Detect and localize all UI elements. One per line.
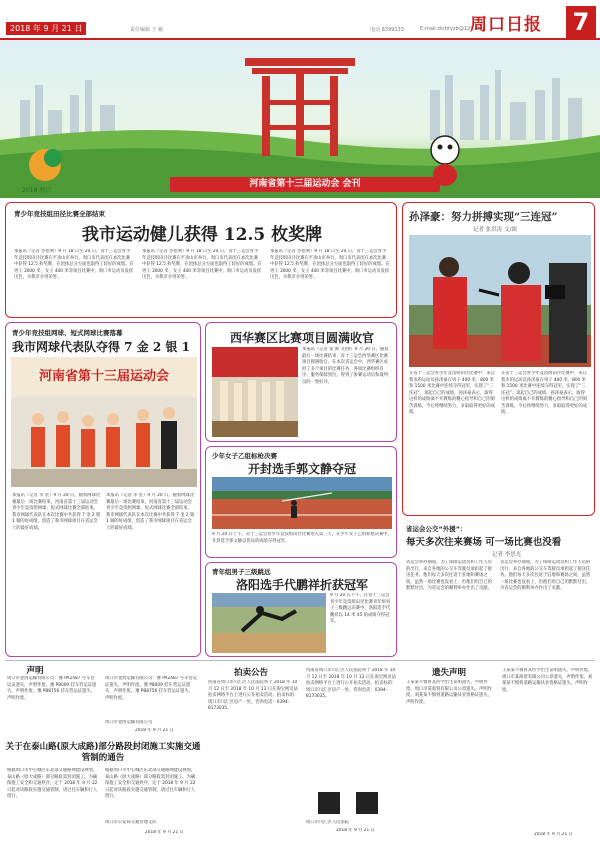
notice-signer: 周口市金湾运输有限公司 <box>105 720 153 725</box>
newspaper-logo: 周口日报 <box>470 15 542 35</box>
tennis-team-photo <box>11 357 197 487</box>
article-sunzehao <box>402 202 595 516</box>
article-medals <box>5 202 397 318</box>
editor-info: 责任编辑 王 颖 <box>130 27 164 33</box>
article-byline: 记者 张洪涛 文/图 <box>473 227 517 233</box>
notice-date: 2018 年 9 月 21 日 <box>145 830 184 835</box>
notice-body-col2: 周口市金湾运输有限公司：豫 PA2487 号车营运证遗失，声明作废。豫 P8009 挂车营运证遗失，声明作废。豫 PB8756 挂车营运证遗失，声明作废。 <box>105 676 197 701</box>
notice-body: 周口市金湾运输有限公司：豫 PA2487 号车营运证遗失，声明作废。豫 P8009 挂车营运证遗失，声明作废。豫 PB8756 挂车营运证遗失，声明作废。 <box>7 676 97 701</box>
article-headline: 洛阳选手代鹏祥折获冠军 <box>235 578 368 592</box>
notice-lost <box>404 664 595 844</box>
article-byline: 记者 李思光 <box>492 552 522 558</box>
article-body: 本报讯（记者 张 源 文/图）9 月 20 日，随着最后一场比赛结束，省十三运会西华赛区比赛项目圆满收官。在本次省运会中，西华赛区承担了多个项目的比赛任务，各项比赛组织有序、服务保障到位，得到了参赛运动员和裁判员的一致好评。 <box>302 347 389 385</box>
notice-body: 王某某不慎将其医学出生证明遗失，声明作废。周口市某商贸有限公司公章遗失，声明作废。刘某某不慎将道路运输从业资格证遗失，声明作废。 <box>406 680 492 705</box>
issue-date: 2018 年 9 月 21 日 <box>6 22 86 35</box>
javelin-photo <box>212 477 392 529</box>
notice-title: 拍卖公告 <box>233 668 268 678</box>
article-headline: 开封选手郭文静夺冠 <box>247 462 356 476</box>
article-headline: 我市网球代表队夺得 7 金 2 银 1 <box>12 340 190 354</box>
article-kicker: 省运会公交“外援”： <box>406 525 467 533</box>
article-body: 本报讯（记者 李 星）9 月 20 日，随着网球比赛最后一场比赛结束，河南省第十三届运动会青少年竞技组网球、短式网球比赛全部结束。我市网球代表队在本次比赛中共获得 7 金 2 银 1 铜的好成绩，创造了我市网球项目在省运会上的最好成绩。 <box>12 493 101 531</box>
notice-auction <box>206 664 401 844</box>
article-triplejump <box>205 562 397 657</box>
notice-title: 关于在泰山路(原大成路)部分路段封闭施工实施交通管制的通告 <box>5 742 201 763</box>
article-body-col2: 在省十三运会青少年竞技组田径比赛中，来自我市的运动员孙泽豪在男子 400 米、800 米和 1500 米比赛中连续夺得冠军，实现了“三连冠”。谈起自己的成绩，孙泽豪表示，取得这样的成绩离不开教练的精心指导和自己的刻苦训练，今后将继续努力，争取取得更好的成绩。 <box>501 371 587 415</box>
article-body: 本报讯（记者 李思利）9 月 18 日至 20 日，省十三运会青少年竞技组田径比赛在平顶山市举行。周口市代表团在本次比赛中获得 12.5 枚奖牌，在团体总分方面也取得了较好的成绩。在男子 3000 米、女子 400 米等项目比赛中，周口市运动员发挥出色，为我市争得荣誉。 <box>14 249 134 280</box>
interview-scene <box>409 235 591 367</box>
banner-title: 河南省第十三届运动会 会刊 <box>170 177 440 192</box>
notice-signer: 周口市公安局交通管理支队 <box>105 820 157 825</box>
qr-code-icon[interactable] <box>356 792 378 814</box>
notice-body-col2: 河南省周口市川汇区人民法院将于 2018 年 10 月 12 日至 2018 年 10 月 13 日在淘宝网司法拍卖网络平台上进行公开拍卖活动。拍卖标的：周口市川汇区房产一处。咨询电话：0394-8173035。 <box>306 668 397 699</box>
article-kicker: 青少年竞技组田径比赛全部结束 <box>14 210 105 218</box>
notice-body: 河南省周口市川汇区人民法院将于 2018 年 10 月 12 日至 2018 年 10 月 13 日在淘宝网司法拍卖网络平台上进行公开拍卖活动。拍卖标的：周口市川汇区房产一处。咨询电话：0394-8173035。 <box>208 680 299 711</box>
article-body: 9 月 20 日下午，在省十三运会青少年竞技组田径比赛青年组男子三级跳远决赛中，洛阳选手代鹏祥以 14 米 45 的成绩夺得冠军。 <box>330 593 391 624</box>
article-body: 在省十三运会青少年竞技组田径比赛中，来自我市的运动员孙泽豪在男子 400 米、800 米和 1500 米比赛中连续夺得冠军，实现了“三连冠”。谈起自己的成绩，孙泽豪表示，取得这样的成绩离不开教练的精心指导和自己的刻苦训练，今后将继续努力，争取取得更好的成绩。 <box>409 371 495 415</box>
article-javelin <box>205 446 397 558</box>
article-kicker: 少年女子乙组标枪决赛 <box>212 452 277 460</box>
masthead <box>0 0 600 40</box>
email-info: E-mail:zkrbtyzb@126.com <box>420 26 486 32</box>
ceremony-photo <box>212 347 298 437</box>
banner-graphic <box>0 40 600 198</box>
qr-code-icon[interactable] <box>318 792 340 814</box>
article-body-col2: 本报讯（记者 李思利）9 月 18 日至 20 日，省十三运会青少年竞技组田径比赛在平顶山市举行。周口市代表团在本次比赛中获得 12.5 枚奖牌，在团体总分方面也取得了较好的成绩。在男子 3000 米、女子 400 米等项目比赛中，周口市运动员发挥出色，为我市争得荣誉。 <box>142 249 262 280</box>
photo-banner-text: 河南省第十三届运动会 <box>11 357 197 397</box>
ceremony-figures <box>212 347 298 437</box>
article-tennis <box>5 322 201 657</box>
article-body: 省运会举办期间，为了保障运动员和工作人员的出行，来自各地的公交车驾驶员承担起了接送任务。他们每天多次往返于驻地和赛场之间，虽然一场比赛也没看上，但他们用自己的默默付出，为省运会的顺利举办作出了贡献。 <box>406 560 492 591</box>
article-kicker: 青年组男子三级跳远 <box>212 568 271 576</box>
notice-date: 2018 年 9 月 21 日 <box>534 832 573 837</box>
article-headline: 孙泽豪：努力拼搏实现“三连冠” <box>409 211 558 223</box>
notice-signer: 周口市川汇区人民法院 <box>306 820 349 825</box>
notice-body: 根据周口市中心城区东北部交通路网建设规划，泰山路（原大成路）部分路段需封闭施工。为确保施工安全和交通秩序，定于 2018 年 9 月 22 日起对该路段实施交通管制，请过往车辆和行人绕行。 <box>7 768 98 799</box>
notice-body-col2: 王某某不慎将其医学出生证明遗失，声明作废。周口市某商贸有限公司公章遗失，声明作废。刘某某不慎将道路运输从业资格证遗失，声明作废。 <box>502 668 593 693</box>
divider <box>5 660 595 661</box>
article-headline: 西华赛区比赛项目圆满收官 <box>229 331 374 345</box>
article-body-col2: 本报讯（记者 李 星）9 月 20 日，随着网球比赛最后一场比赛结束，河南省第十三届运动会青少年竞技组网球、短式网球比赛全部结束。我市网球代表队在本次比赛中共获得 7 金 2 银 1 铜的好成绩，创造了我市网球项目在省运会上的最好成绩。 <box>106 493 195 531</box>
javelin-scene <box>212 477 392 529</box>
notice-title: 遗失声明 <box>431 668 466 678</box>
article-body-col2: 省运会举办期间，为了保障运动员和工作人员的出行，来自各地的公交车驾驶员承担起了接送任务。他们每天多次往返于驻地和赛场之间，虽然一场比赛也没看上，但他们用自己的默默付出，为省运会的顺利举办作出了贡献。 <box>500 560 591 591</box>
notice-date: 2018 年 9 月 21 日 <box>135 728 174 733</box>
triplejump-photo <box>212 593 326 653</box>
phone-info: 电话 8399133 <box>370 27 404 33</box>
article-headline: 每天多次往来赛场 可一场比赛也没看 <box>406 537 562 548</box>
article-body: 9 月 20 日上午，省十三运会青少年竞技组田径比赛进入第三天，在少年女子乙组标枪决赛中，开封选手郭文静以优异的成绩夺得冠军。 <box>212 532 392 544</box>
notice-statement <box>5 664 201 740</box>
notice-date: 2018 年 9 月 21 日 <box>336 828 375 833</box>
games-banner <box>0 40 600 198</box>
interview-photo <box>409 235 591 367</box>
triplejump-scene <box>212 593 326 653</box>
article-kicker: 青少年竞技组网球、短式网球比赛落幕 <box>12 329 123 337</box>
article-body-col3: 本报讯（记者 李思利）9 月 18 日至 20 日，省十三运会青少年竞技组田径比赛在平顶山市举行。周口市代表团在本次比赛中获得 12.5 枚奖牌，在团体总分方面也取得了较好的成绩。在男子 3000 米、女子 400 米等项目比赛中，周口市运动员发挥出色，为我市争得荣誉。 <box>270 249 390 280</box>
notice-traffic <box>5 742 201 844</box>
notice-body-col2: 根据周口市中心城区东北部交通路网建设规划，泰山路（原大成路）部分路段需封闭施工。为确保施工安全和交通秩序，定于 2018 年 9 月 22 日起对该路段实施交通管制，请过往车辆和行人绕行。 <box>105 768 196 799</box>
article-bus-drivers <box>402 522 595 657</box>
svg-text:2018·周口: 2018·周口 <box>22 187 52 194</box>
team-figures <box>11 397 197 487</box>
article-headline: 我市运动健儿获得 12.5 枚奖牌 <box>81 225 323 245</box>
page-number: 7 <box>566 6 596 38</box>
notice-title: 声明 <box>26 666 44 676</box>
article-xihua <box>205 322 397 442</box>
